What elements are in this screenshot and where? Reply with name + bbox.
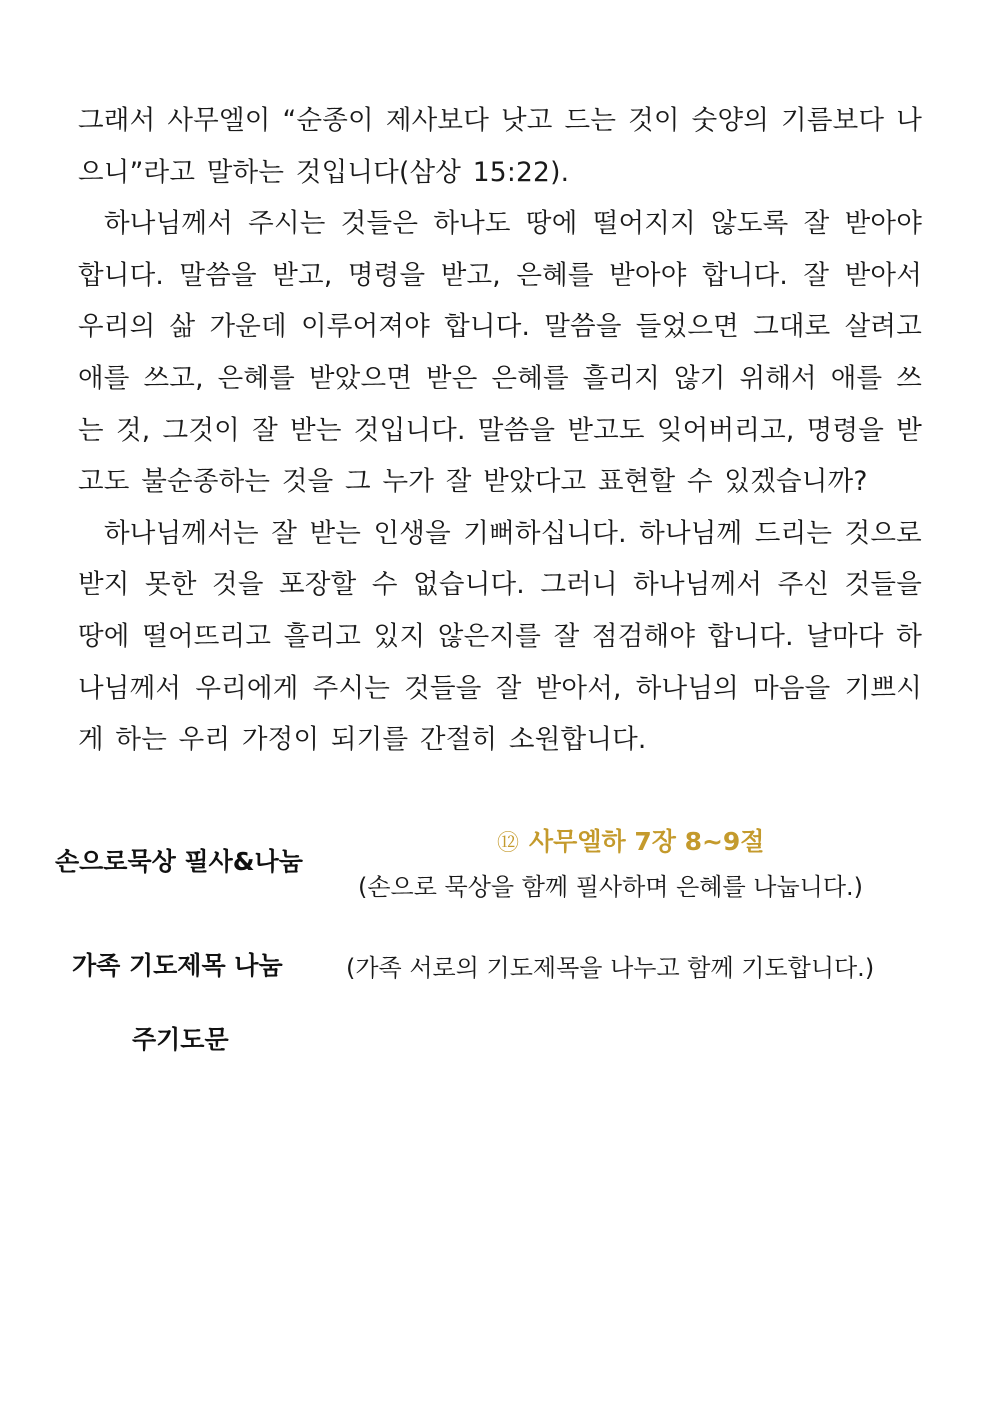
- devotional-text: [78, 95, 922, 766]
- verse-reference-text: 사무엘하 7장 8~9절: [529, 827, 765, 856]
- handwriting-note: (손으로 묵상을 함께 필사하며 은혜를 나눕니다.): [358, 873, 863, 901]
- paragraph-3: 하나님께서는 잘 받는 인생을 기뻐하십니다. 하나님께 드리는 것으로 받지 못한 것을 포장할 수 없습니다. 그러니 하나님께서 주신 것들을 땅에 떨어뜨리고 흘리고 있지 않은지를 잘 점검해야 합니다. 날마다 하나님께서 우리에게 주시는 것들을 잘 받아서, 하나님의 마음을 기쁘시게 하는 우리 가정이 되기를 간절히 소원합니다.: [78, 517, 922, 756]
- handwriting-label: 손으로묵상 필사&나눔: [55, 847, 303, 876]
- prayer-note: (가족 서로의 기도제목을 나누고 함께 기도합니다.): [346, 954, 875, 982]
- prayer-label: 가족 기도제목 나눔: [72, 951, 283, 980]
- lords-prayer-label: 주기도문: [132, 1025, 229, 1054]
- paragraph-1: 그래서 사무엘이 “순종이 제사보다 낫고 드는 것이 숫양의 기름보다 나으니”라고 말하는 것입니다(삼상 15:22).: [78, 105, 922, 188]
- paragraph-2: 하나님께서 주시는 것들은 하나도 땅에 떨어지지 않도록 잘 받아야 합니다. 말씀을 받고, 명령을 받고, 은혜를 받아야 합니다. 잘 받아서 우리의 삶 가운데 이루어져야 합니다. 말씀을 들었으면 그대로 살려고 애를 쓰고, 은혜를 받았으면 받은 은혜를 흘리지 않기 위해서 애를 쓰는 것, 그것이 잘 받는 것입니다. 말씀을 받고도 잊어버리고, 명령을 받고도 불순종하는 것을 그 누가 잘 받았다고 표현할 수 있겠습니까?: [78, 208, 922, 498]
- verse-reference: [497, 822, 764, 858]
- circled-number-icon: ⑫: [497, 831, 520, 856]
